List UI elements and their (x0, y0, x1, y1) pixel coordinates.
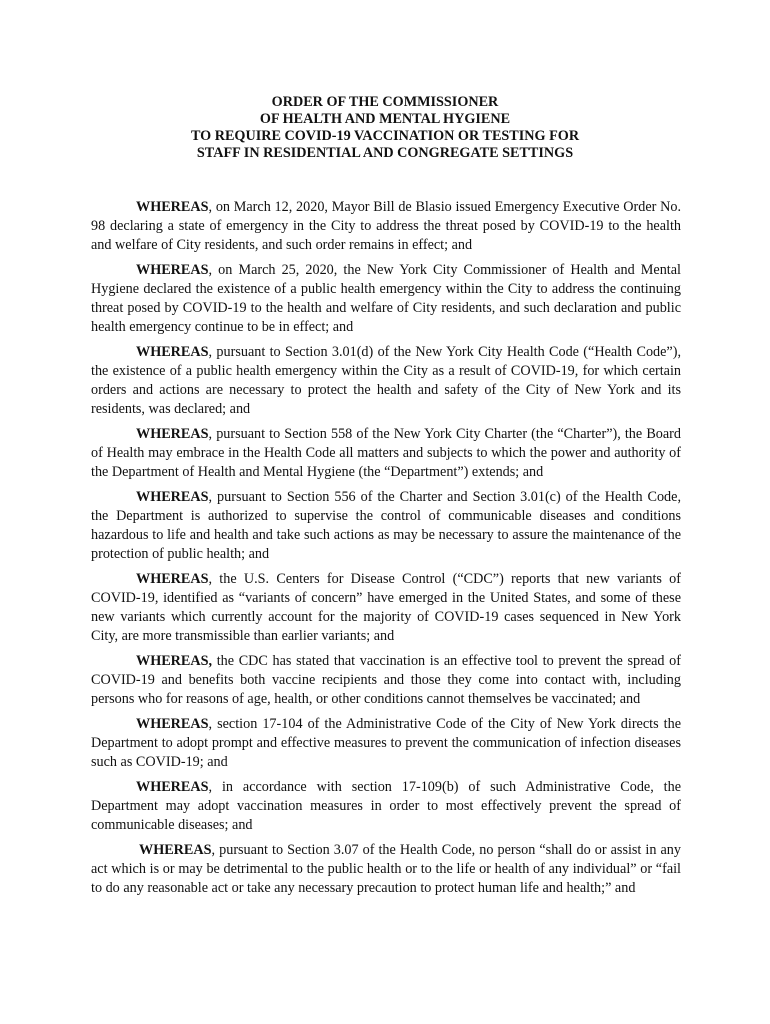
whereas-keyword: WHEREAS (136, 199, 209, 215)
paragraph-text: , pursuant to Section 556 of the Charter and Section 3.01(c) of the Health Code, the Department is authorized to supervise the control of communicable diseases and conditions hazardous to life and health and take such actions as may be necessary to assure the maintenance of the protection of public health; and (91, 489, 681, 562)
paragraph-text: , on March 12, 2020, Mayor Bill de Blasio issued Emergency Executive Order No. 98 declaring a state of emergency in the City to address the threat posed by COVID-19 to the health and welfare of City residents, and such order remains in effect; and (91, 199, 681, 253)
paragraph-text: , the U.S. Centers for Disease Control (“CDC”) reports that new variants of COVID-19, identified as “variants of concern” have emerged in the United States, and some of these new variants which currently account for the majority of COVID-19 cases sequenced in New York City, are more transmissible than earlier variants; and (91, 571, 681, 644)
whereas-keyword: WHEREAS (136, 426, 209, 442)
whereas-paragraph-2 (91, 261, 681, 337)
whereas-paragraph-7 (91, 652, 681, 709)
title-line-1: ORDER OF THE COMMISSIONER (271, 94, 499, 110)
paragraph-text: , on March 25, 2020, the New York City Commissioner of Health and Mental Hygiene declared the existence of a public health emergency within the City to address the continuing threat posed by COVID-19 to the health and welfare of City residents, and such declaration and public health emergency continue to be in effect; and (91, 262, 681, 335)
whereas-paragraph-5 (91, 488, 681, 564)
paragraph-text: the CDC has stated that vaccination is an effective tool to prevent the spread of COVID-19 and benefits both vaccine recipients and those they come into contact with, including persons who for reasons of age, health, or other conditions cannot themselves be vaccinated; and (91, 653, 681, 707)
paragraph-text: , pursuant to Section 3.01(d) of the New York City Health Code (“Health Code”), the existence of a public health emergency within the City as a result of COVID-19, for which certain orders and actions are necessary to protect the health and safety of the City of New York and its residents, was declared; and (91, 344, 681, 417)
whereas-paragraph-8 (91, 715, 681, 772)
paragraph-text: , pursuant to Section 3.07 of the Health Code, no person “shall do or assist in any act which is or may be detrimental to the public health or to the life or health of any individual” or “fail to do any reasonable act or take any necessary precaution to protect human life and health;” and (91, 842, 681, 896)
paragraph-text: , section 17-104 of the Administrative Code of the City of New York directs the Department to adopt prompt and effective measures to prevent the communication of infection diseases such as COVID-19; and (91, 716, 681, 770)
whereas-paragraph-4 (91, 425, 681, 482)
paragraph-text: , in accordance with section 17-109(b) of such Administrative Code, the Department may adopt vaccination measures in order to most effectively prevent the spread of communicable diseases; and (91, 779, 681, 833)
whereas-keyword: WHEREAS (136, 489, 209, 505)
order-title (0, 94, 770, 162)
whereas-keyword: WHEREAS (136, 571, 209, 587)
whereas-keyword: WHEREAS (139, 842, 212, 858)
whereas-paragraph-3 (91, 343, 681, 419)
whereas-paragraph-6 (91, 570, 681, 646)
title-line-2: OF HEALTH AND MENTAL HYGIENE (259, 111, 511, 127)
order-body (91, 198, 681, 904)
whereas-keyword: WHEREAS (136, 716, 209, 732)
whereas-keyword: WHEREAS, (136, 653, 213, 669)
whereas-paragraph-9 (91, 778, 681, 835)
whereas-keyword: WHEREAS (136, 262, 209, 278)
whereas-keyword: WHEREAS (136, 779, 209, 795)
title-line-3: TO REQUIRE COVID-19 VACCINATION OR TESTING FOR (190, 128, 580, 144)
whereas-paragraph-1 (91, 198, 681, 255)
whereas-paragraph-10 (91, 841, 681, 898)
paragraph-text: , pursuant to Section 558 of the New York City Charter (the “Charter”), the Board of Health may embrace in the Health Code all matters and subjects to which the power and authority of the Department of Health and Mental Hygiene (the “Department”) extends; and (91, 426, 681, 480)
whereas-keyword: WHEREAS (136, 344, 209, 360)
title-line-4: STAFF IN RESIDENTIAL AND CONGREGATE SETTINGS (196, 145, 574, 161)
